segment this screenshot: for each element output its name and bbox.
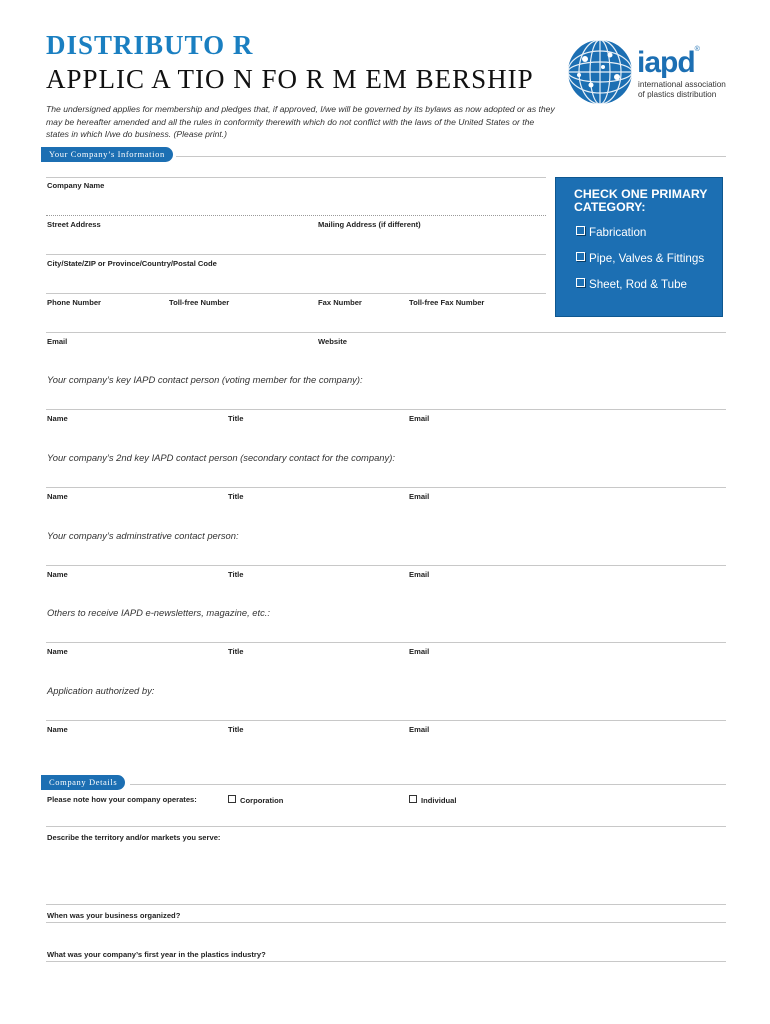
checkbox-icon[interactable] (576, 226, 585, 235)
phone-label: Phone Number (47, 298, 102, 307)
first-year-label: What was your company’s first year in the plastics industry? (47, 950, 266, 959)
contact-prompt: Your company’s key IAPD contact person (voting member for the company): (47, 374, 363, 385)
territory-label: Describe the territory and/or markets you serve: (47, 833, 221, 842)
divider (46, 215, 546, 216)
company-name-field[interactable] (130, 180, 540, 210)
contact-name-label: Name (47, 647, 68, 656)
website-label: Website (318, 337, 347, 346)
logo-tagline: international association of plastics distribution (638, 80, 726, 99)
contact-entry-field[interactable] (46, 390, 726, 408)
fax-field[interactable] (318, 310, 403, 330)
phone-field[interactable] (46, 310, 166, 330)
section-tab-company-details: Company Details (41, 775, 125, 790)
divider (46, 332, 726, 333)
divider (46, 254, 546, 255)
contact-entry-field[interactable] (46, 468, 726, 486)
street-address-field[interactable] (130, 218, 310, 250)
logo-wordmark: iapd® (637, 46, 699, 79)
contact-entry-field[interactable] (46, 623, 726, 641)
mailing-address-label: Mailing Address (if different) (318, 220, 421, 229)
divider (46, 409, 726, 410)
divider (46, 904, 726, 905)
contact-email-label: Email (409, 725, 430, 734)
checkbox-icon[interactable] (576, 278, 585, 287)
contact-name-label: Name (47, 492, 68, 501)
contact-entry-field[interactable] (46, 701, 726, 719)
contact-email-label: Email (409, 570, 430, 579)
tollfree-fax-label: Toll-free Fax Number (409, 298, 485, 307)
contact-entry-field[interactable] (46, 546, 726, 564)
fax-label: Fax Number (318, 298, 362, 307)
city-state-zip-label: City/State/ZIP or Province/Country/Postal Code (47, 259, 217, 268)
tollfree-fax-field[interactable] (409, 310, 549, 330)
contact-title-label: Title (228, 570, 244, 579)
divider (46, 642, 726, 643)
contact-prompt: Your company’s 2nd key IAPD contact person (secondary contact for the company): (47, 452, 395, 463)
divider (46, 565, 726, 566)
tollfree-label: Toll-free Number (169, 298, 230, 307)
checkbox-icon[interactable] (409, 795, 417, 803)
divider (46, 293, 546, 294)
individual-option[interactable]: Individual (409, 795, 456, 805)
divider (46, 720, 726, 721)
divider (46, 177, 546, 178)
contact-title-label: Title (228, 414, 244, 423)
contact-prompt: Your company’s adminstrative contact person: (47, 530, 239, 541)
organized-label: When was your business organized? (47, 911, 181, 920)
company-name-label: Company Name (47, 181, 105, 190)
website-field[interactable] (355, 335, 725, 355)
contact-name-label: Name (47, 725, 68, 734)
contact-title-label: Title (228, 647, 244, 656)
divider (46, 961, 726, 962)
contact-name-label: Name (47, 570, 68, 579)
mailing-address-field[interactable] (430, 218, 545, 250)
contact-email-label: Email (409, 492, 430, 501)
territory-field[interactable] (46, 845, 726, 900)
form-title-line2: APPLIC A TIO N FO R M EM BERSHIP (46, 64, 534, 94)
contact-title-label: Title (228, 492, 244, 501)
contact-name-label: Name (47, 414, 68, 423)
contact-email-label: Email (409, 414, 430, 423)
contact-prompt: Others to receive IAPD e-newsletters, magazine, etc.: (47, 607, 271, 618)
contact-email-label: Email (409, 647, 430, 656)
corporation-option[interactable]: Corporation (228, 795, 283, 805)
category-option-sheet-rod-tube[interactable]: Sheet, Rod & Tube (576, 278, 687, 291)
city-state-zip-field[interactable] (230, 257, 545, 289)
email-field[interactable] (75, 335, 305, 355)
tollfree-field[interactable] (169, 310, 309, 330)
category-box-title: CHECK ONE PRIMARY CATEGORY: (574, 187, 708, 214)
intro-paragraph: The undersigned applies for membership and pledges that, if approved, I/we will be governed by its bylaws as now adopted or as they may be hereafter amended and all the rules in conformity therewith which do not conflict with the laws of the United States or the states in which I/we do business. (Please print.) (46, 104, 555, 139)
divider (46, 826, 726, 827)
checkbox-icon[interactable] (228, 795, 236, 803)
divider (46, 922, 726, 923)
form-title-line1: DISTRIBUTO R (46, 30, 254, 60)
checkbox-icon[interactable] (576, 252, 585, 261)
contact-title-label: Title (228, 725, 244, 734)
divider (130, 784, 726, 785)
organized-field[interactable] (190, 908, 725, 922)
divider (46, 487, 726, 488)
category-option-fabrication[interactable]: Fabrication (576, 226, 646, 239)
category-option-pipe-valves-fittings[interactable]: Pipe, Valves & Fittings (576, 252, 704, 265)
section-tab-company-info: Your Company’s Information (41, 147, 173, 162)
primary-category-box (555, 177, 723, 317)
first-year-field[interactable] (275, 946, 725, 960)
email-label: Email (47, 337, 68, 346)
street-address-label: Street Address (47, 220, 101, 229)
operates-label: Please note how your company operates: (47, 795, 197, 804)
contact-prompt: Application authorized by: (47, 685, 155, 696)
divider (176, 156, 726, 157)
globe-logo-icon (565, 37, 635, 107)
